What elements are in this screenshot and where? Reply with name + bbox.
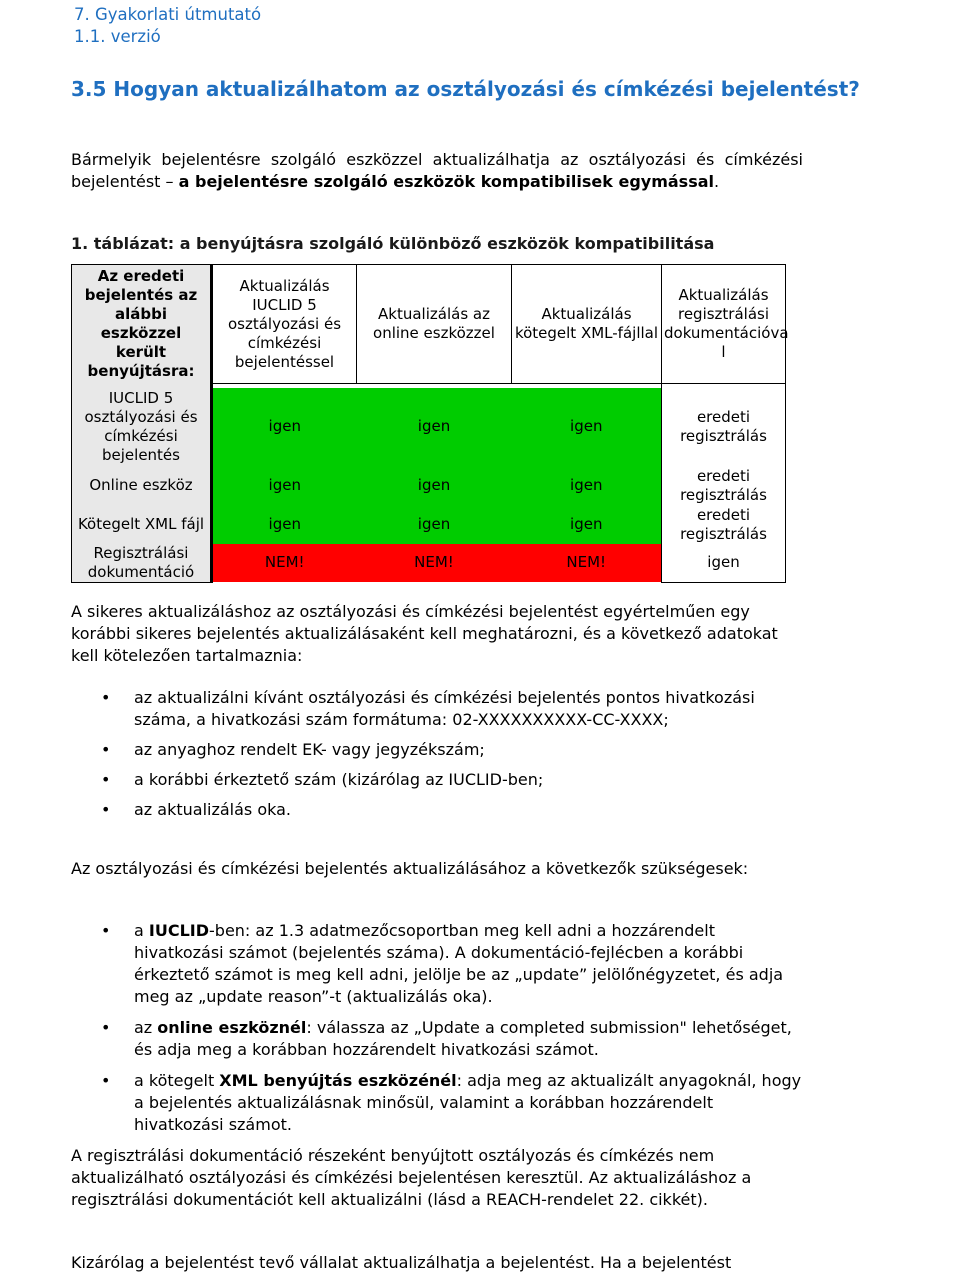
row-label-iuclid: IUCLID 5 osztályozási és címkézési bejelentés bbox=[72, 388, 212, 466]
table-cell: igen bbox=[357, 506, 512, 544]
column-header-xml: Aktualizálás kötegelt XML-fájllal bbox=[512, 265, 662, 384]
table-cell: NEM! bbox=[212, 544, 357, 583]
list-item bbox=[71, 799, 803, 821]
bullet-icon: • bbox=[101, 740, 111, 759]
table-caption: 1. táblázat: a benyújtásra szolgáló különböző eszközök kompatibilitása bbox=[71, 234, 715, 253]
bullet-icon: • bbox=[101, 1018, 111, 1037]
table-row bbox=[72, 466, 786, 506]
row-label-online: Online eszköz bbox=[72, 466, 212, 506]
list-item-prefix: a kötegelt bbox=[134, 1071, 220, 1090]
list-item-text: az aktualizálás oka. bbox=[134, 800, 292, 819]
table-row bbox=[72, 388, 786, 466]
header-version: 1.1. verzió bbox=[74, 27, 161, 46]
paragraph-requirements: A sikeres aktualizáláshoz az osztályozási és címkézési bejelentést egyértelműen egy korábbi sikeres bejelentés aktualizálásaként kell meghatározni, és a következő adatokat kell kötelezően tartalmaznia: bbox=[71, 602, 778, 665]
intro-bold-text: a bejelentésre szolgáló eszközök kompatibilisek egymással bbox=[178, 172, 714, 191]
table-cell: igen bbox=[512, 388, 662, 466]
table-cell: igen bbox=[212, 388, 357, 466]
table-cell: igen bbox=[512, 506, 662, 544]
table-row bbox=[72, 506, 786, 544]
header-chapter: 7. Gyakorlati útmutató bbox=[74, 5, 262, 24]
table-cell: igen bbox=[512, 466, 662, 506]
intro-text: Bármelyik bejelentésre szolgáló eszközzel aktualizálhatja az osztályozási és címkézési bejelentést – bbox=[71, 150, 803, 191]
list-item-bold: XML benyújtás eszközénél bbox=[219, 1071, 457, 1090]
intro-paragraph bbox=[71, 149, 803, 193]
list-item-prefix: a bbox=[134, 921, 149, 940]
required-data-list bbox=[71, 687, 803, 821]
table-cell: eredeti regisztrálás bbox=[662, 466, 786, 506]
list-item bbox=[71, 739, 803, 761]
bullet-icon: • bbox=[101, 1071, 111, 1090]
list-item bbox=[71, 1017, 803, 1061]
paragraph-needed: Az osztályozási és címkézési bejelentés aktualizálásához a következők szükségesek: bbox=[71, 859, 749, 878]
paragraph-last: Kizárólag a bejelentést tevő vállalat aktualizálhatja a bejelentést. Ha a bejelentést bbox=[71, 1253, 732, 1272]
table-cell: NEM! bbox=[357, 544, 512, 583]
column-header-dossier: Aktualizálás regisztrálási dokumentációva l bbox=[662, 265, 786, 384]
list-item-text: az anyaghoz rendelt EK- vagy jegyzékszám; bbox=[134, 740, 485, 759]
list-item-bold: online eszköznél bbox=[157, 1018, 307, 1037]
intro-end: . bbox=[714, 172, 720, 191]
row-label-dossier: Regisztrálási dokumentáció bbox=[72, 544, 212, 583]
bullet-icon: • bbox=[101, 800, 111, 819]
table-cell: igen bbox=[357, 388, 512, 466]
table-row bbox=[72, 544, 786, 583]
column-header-iuclid: Aktualizálás IUCLID 5 osztályozási és címkézési bejelentéssel bbox=[212, 265, 357, 384]
table-cell: NEM! bbox=[512, 544, 662, 583]
list-item-bold: IUCLID bbox=[148, 921, 210, 940]
section-title: 3.5 Hogyan aktualizálhatom az osztályozási és címkézési bejelentést? bbox=[71, 77, 860, 101]
list-item bbox=[71, 687, 803, 731]
list-item-text: az aktualizálni kívánt osztályozási és címkézési bejelentés pontos hivatkozási száma, a hivatkozási szám formátuma: 02-XXXXXXXXXX-CC-XXXX; bbox=[134, 688, 755, 729]
bullet-icon: • bbox=[101, 688, 111, 707]
list-item-text: a korábbi érkeztető szám (kizárólag az IUCLID-ben; bbox=[134, 770, 544, 789]
table-cell: igen bbox=[212, 466, 357, 506]
compatibility-table bbox=[71, 264, 789, 583]
bullet-icon: • bbox=[101, 770, 111, 789]
column-header-online: Aktualizálás az online eszközzel bbox=[357, 265, 512, 384]
table-cell: igen bbox=[357, 466, 512, 506]
procedure-list bbox=[71, 920, 803, 1136]
table-cell: igen bbox=[662, 544, 786, 583]
table-cell: eredeti regisztrálás bbox=[662, 388, 786, 466]
list-item bbox=[71, 920, 803, 1008]
bullet-icon: • bbox=[101, 921, 111, 940]
paragraph-registration: A regisztrálási dokumentáció részeként benyújtott osztályozás és címkézés nem aktualizálható osztályozási és címkézési bejelentésen keresztül. Az aktualizáláshoz a regisztrálási dokumentációt kell aktualizálni (lásd a REACH-rendelet 22. cikkét). bbox=[71, 1146, 752, 1209]
running-header bbox=[74, 4, 261, 48]
list-item bbox=[71, 769, 803, 791]
list-item-text: : válassza az „Update a completed submission" lehetőséget, és adja meg a korábban hozzárendelt hivatkozási számot. bbox=[134, 1018, 792, 1059]
table-corner-header: Az eredeti bejelentés az alábbi eszközzel került benyújtásra: bbox=[72, 265, 212, 384]
list-item-text: : adja meg az aktualizált anyagoknál, hogy a bejelentés aktualizálásnak minősül, valamint a korábban hozzárendelt hivatkozási számot. bbox=[134, 1071, 802, 1134]
table-cell: eredeti regisztrálás bbox=[662, 506, 786, 544]
row-label-xml: Kötegelt XML fájl bbox=[72, 506, 212, 544]
list-item-prefix: az bbox=[134, 1018, 158, 1037]
list-item-text: -ben: az 1.3 adatmezőcsoportban meg kell adni a hozzárendelt hivatkozási számot (bejelentés száma). A dokumentáció-fejlécben a korábbi érkeztető számot is meg kell adni, jelölje be az „update” jelölőnégyzetet, és adja meg az „update reason”-t (aktualizálás oka). bbox=[134, 921, 784, 1006]
table-cell: igen bbox=[212, 506, 357, 544]
list-item bbox=[71, 1070, 803, 1136]
